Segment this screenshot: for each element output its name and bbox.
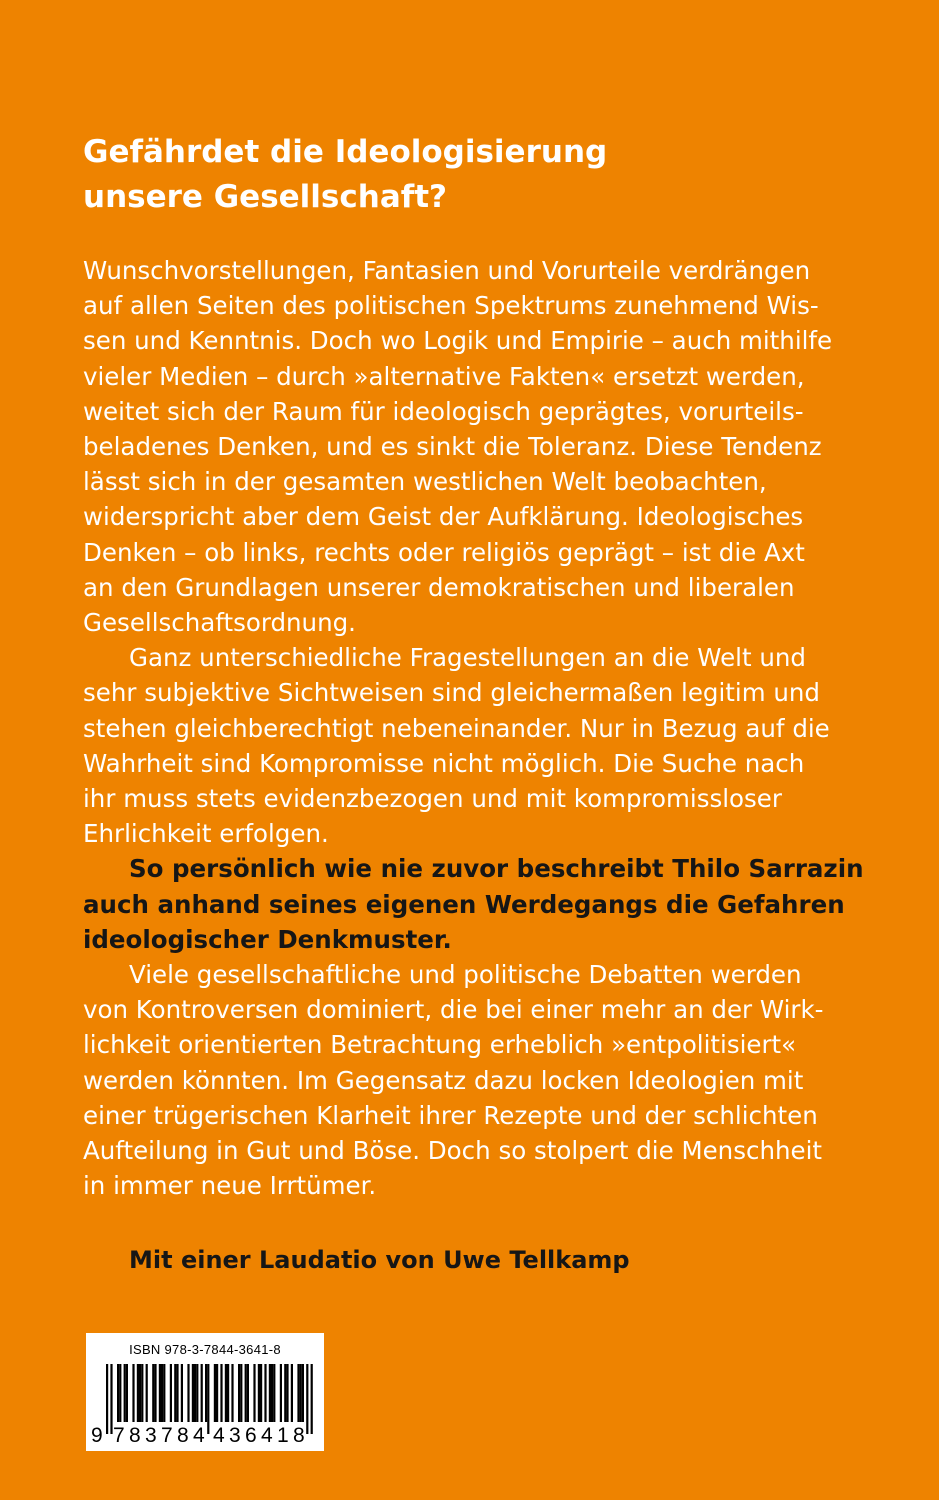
barcode-bar	[240, 1364, 242, 1422]
text-line: Ehrlichkeit erfolgen.	[83, 819, 329, 849]
barcode-bar	[245, 1364, 247, 1422]
text-line: werden könnten. Im Gegensatz dazu locken Ideologien mit	[83, 1065, 804, 1095]
barcode-bar	[264, 1364, 266, 1422]
text-line: Gesellschaftsordnung.	[83, 608, 356, 638]
barcode-bar	[174, 1364, 176, 1422]
barcode-digit: 4	[213, 1424, 225, 1447]
barcode-bar	[196, 1364, 198, 1422]
barcode-bar	[227, 1364, 229, 1422]
barcode-bar	[302, 1364, 304, 1422]
blurb-text	[83, 253, 864, 1203]
barcode-digit: 3	[145, 1424, 157, 1447]
text-line: Aufteilung in Gut und Böse. Doch so stolpert die Menschheit	[83, 1136, 822, 1166]
laudatio-note: Mit einer Laudatio von Uwe Tellkamp	[129, 1246, 630, 1274]
barcode-bar	[119, 1364, 121, 1422]
barcode-digit: 7	[161, 1424, 173, 1447]
barcode-bar	[176, 1364, 178, 1422]
text-line: So persönlich wie nie zuvor beschreibt Thilo Sarrazin	[129, 854, 864, 884]
barcode-bar	[154, 1364, 156, 1422]
barcode-bar	[152, 1364, 154, 1422]
barcode-bar	[260, 1364, 262, 1422]
text-line: sen und Kenntnis. Doch wo Logik und Empirie – auch mithilfe	[83, 326, 833, 356]
barcode-bar	[146, 1364, 148, 1422]
text-line: ihr muss stets evidenzbezogen und mit kompromissloser	[83, 784, 782, 814]
barcode-bar	[306, 1364, 308, 1434]
text-line: in immer neue Irrtümer.	[83, 1171, 377, 1201]
barcode-bar	[269, 1364, 271, 1422]
barcode-bar	[161, 1364, 163, 1422]
back-cover-heading	[83, 130, 883, 220]
heading-line: Gefährdet die Ideologisierung	[83, 134, 608, 170]
text-line: Ganz unterschiedliche Fragestellungen an die Welt und	[129, 643, 806, 673]
barcode-bar	[192, 1364, 194, 1422]
barcode-digit: 7	[113, 1424, 125, 1447]
text-line: stehen gleichberechtigt nebeneinander. Nur in Bezug auf die	[83, 713, 830, 743]
text-line: Wahrheit sind Kompromisse nicht möglich. Die Suche nach	[83, 748, 805, 778]
barcode-bar	[238, 1364, 240, 1422]
barcode-bar	[300, 1364, 302, 1422]
barcode-bar	[220, 1364, 222, 1422]
barcode-bar	[159, 1364, 161, 1422]
text-line: Wunschvorstellungen, Fantasien und Vorurteile verdrängen	[83, 256, 811, 285]
barcode-bar	[207, 1364, 209, 1434]
barcode-bar	[194, 1364, 196, 1422]
barcode-digit: 8	[177, 1424, 189, 1447]
text-line: auch anhand seines eigenen Werdegangs die Gefahren	[83, 889, 845, 919]
text-line: widerspricht aber dem Geist der Aufklärung. Ideologisches	[83, 502, 804, 532]
text-line: weitet sich der Raum für ideologisch geprägtes, vorurteils-	[83, 396, 804, 426]
text-line: lichkeit orientierten Betrachtung erheblich »entpolitisiert«	[83, 1030, 797, 1060]
text-line: von Kontroversen dominiert, die bei einer mehr an der Wirk-	[83, 995, 824, 1025]
barcode-bar	[231, 1364, 233, 1422]
barcode-bar	[225, 1364, 227, 1422]
blurb-paragraph	[83, 640, 830, 851]
blurb-paragraph	[83, 253, 833, 640]
text-line: beladenes Denken, und es sinkt die Toleranz. Diese Tendenz	[83, 432, 822, 462]
barcode-bar	[258, 1364, 260, 1422]
barcode-bar	[216, 1364, 218, 1422]
barcode-bar	[280, 1364, 282, 1422]
barcode-digit: 6	[245, 1424, 257, 1447]
barcode-bar	[284, 1364, 286, 1422]
barcode-digit: 8	[129, 1424, 141, 1447]
text-line: lässt sich in der gesamten westlichen Welt beobachten,	[83, 467, 767, 497]
barcode-bar	[132, 1364, 134, 1422]
text-line: sehr subjektive Sichtweisen sind gleichermaßen legitim und	[83, 678, 820, 708]
text-line: an den Grundlagen unserer demokratischen und liberalen	[83, 572, 795, 602]
blurb-highlight-paragraph	[83, 851, 864, 957]
text-line: einer trügerischen Klarheit ihrer Rezepte und der schlichten	[83, 1100, 818, 1130]
barcode-bar	[271, 1364, 273, 1422]
barcode-bar	[141, 1364, 143, 1422]
barcode-bar	[253, 1364, 255, 1422]
barcode-bar	[170, 1364, 172, 1422]
barcode-bar	[201, 1364, 203, 1422]
barcode-bar	[181, 1364, 183, 1422]
barcode-digit: 3	[229, 1424, 241, 1447]
text-line: ideologischer Denkmuster.	[83, 924, 452, 954]
text-line: Viele gesellschaftliche und politische Debatten werden	[129, 960, 802, 990]
text-line: Denken – ob links, rechts oder religiös geprägt – ist die Axt	[83, 537, 805, 567]
heading-line: unsere Gesellschaft?	[83, 179, 448, 215]
barcode-bar	[214, 1364, 216, 1422]
barcode-bar	[139, 1364, 141, 1422]
barcode-bar	[286, 1364, 288, 1422]
barcode-digit: 8	[293, 1424, 305, 1447]
barcode-bar	[137, 1364, 139, 1422]
barcode-digit: 1	[277, 1424, 289, 1447]
barcode-digit: 9	[91, 1424, 103, 1447]
blurb-paragraph	[83, 957, 824, 1203]
text-line: auf allen Seiten des politischen Spektrums zunehmend Wis-	[83, 291, 819, 321]
barcode-bar	[126, 1364, 128, 1422]
barcode-digit: 4	[193, 1424, 205, 1447]
barcode-bar	[291, 1364, 293, 1422]
barcode-digit: 4	[261, 1424, 273, 1447]
text-line: vieler Medien – durch »alternative Fakten« ersetzt werden,	[83, 361, 805, 391]
barcode-bar	[311, 1364, 313, 1434]
barcode-bar	[205, 1364, 207, 1422]
barcode-bar	[273, 1364, 275, 1422]
barcode-bar	[247, 1364, 249, 1422]
barcode-bar	[117, 1364, 119, 1422]
barcode-bar	[297, 1364, 299, 1422]
barcode-bar	[163, 1364, 165, 1422]
isbn-label: ISBN 978-3-7844-3641-8	[129, 1342, 281, 1357]
barcode-bar	[106, 1364, 108, 1434]
barcode-bar	[187, 1364, 189, 1422]
barcode-bar	[124, 1364, 126, 1422]
isbn-barcode	[86, 1333, 324, 1451]
